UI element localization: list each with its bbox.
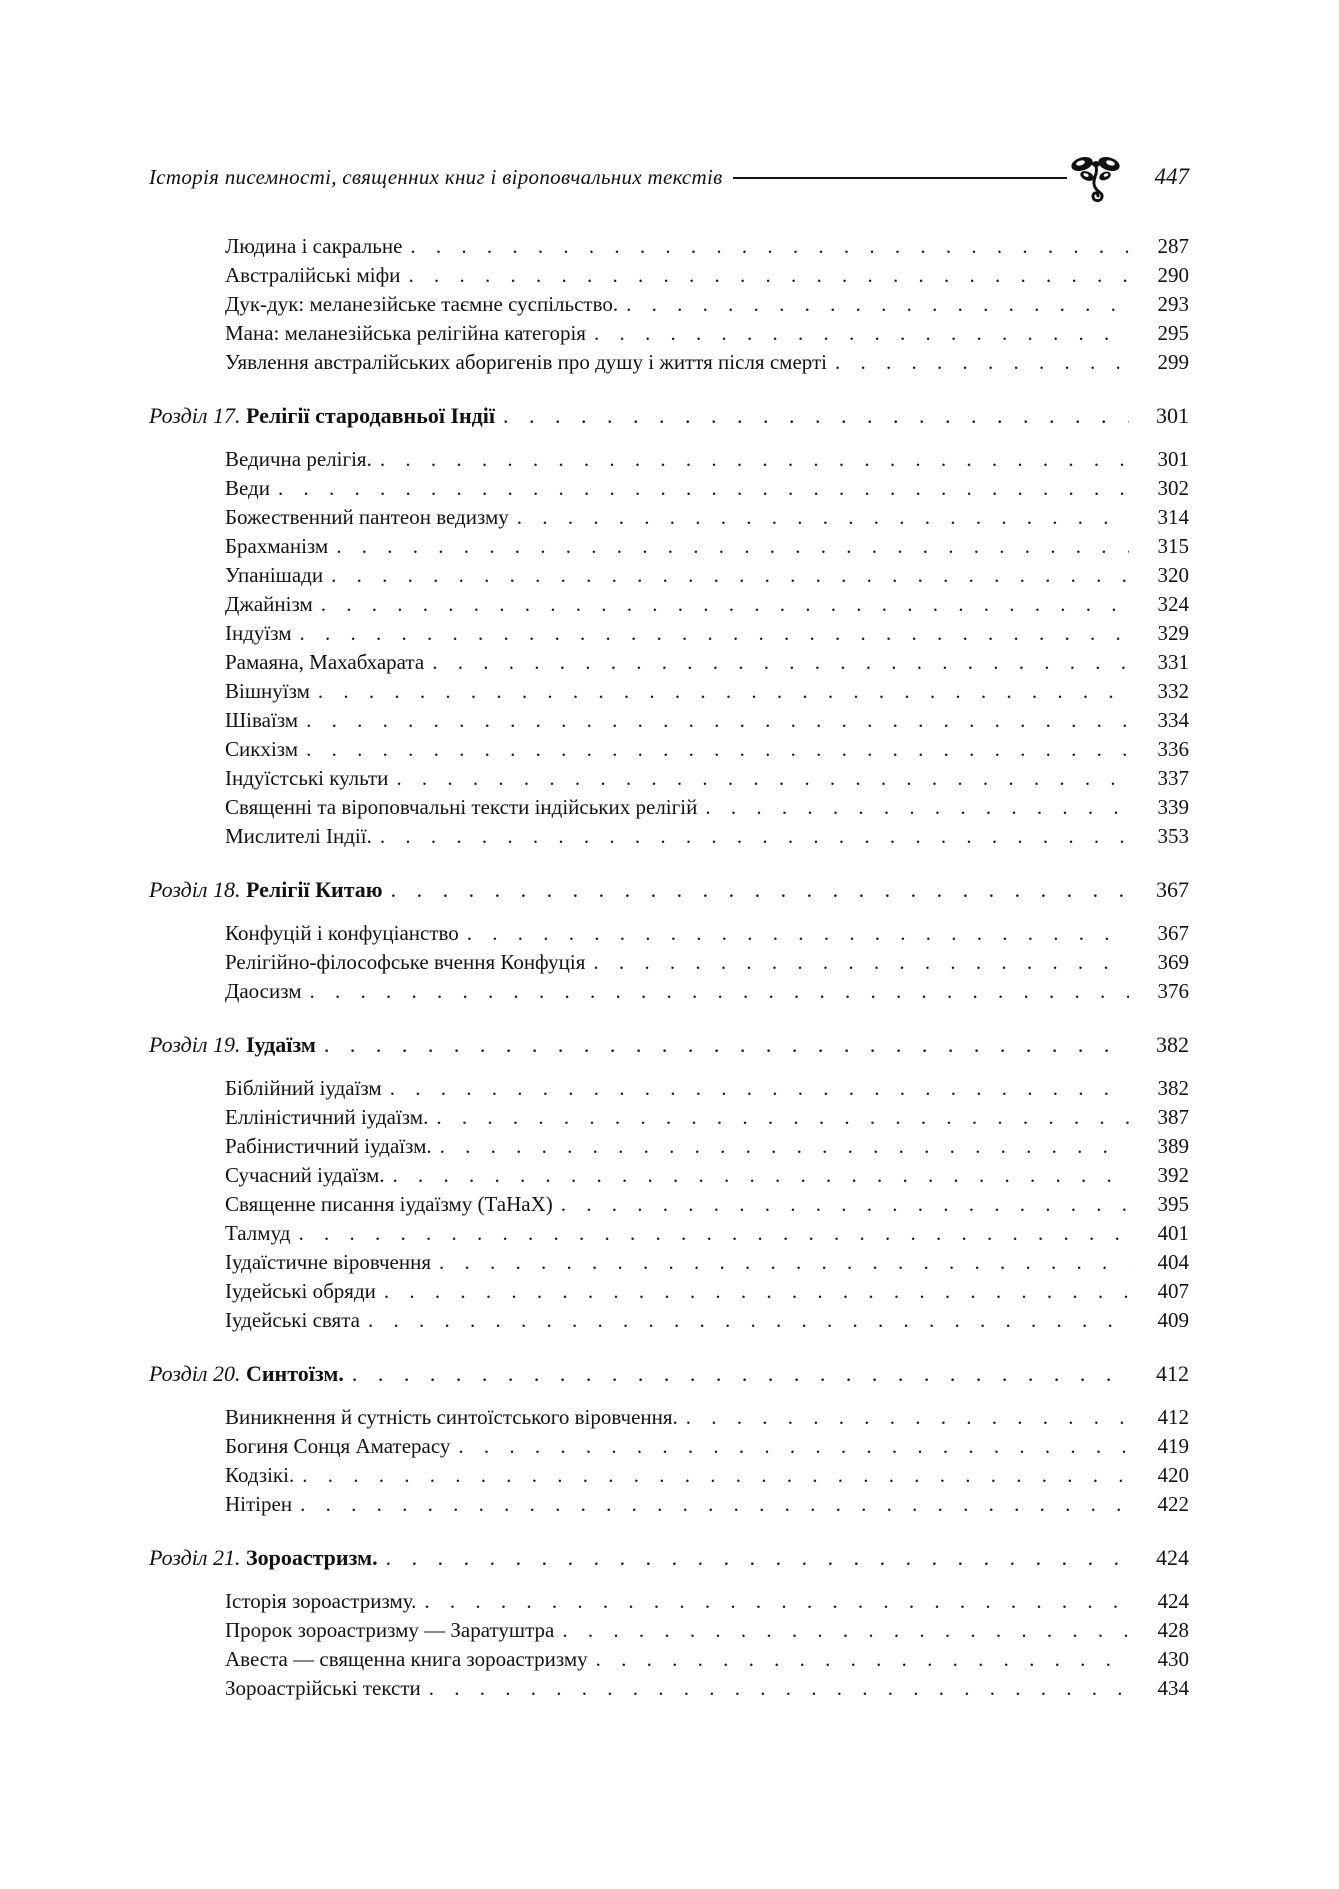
entry-title: Упанішади bbox=[225, 563, 324, 587]
fleuron-ornament-icon bbox=[1069, 154, 1123, 206]
dot-leader bbox=[306, 706, 1129, 735]
entry-page-number: 389 bbox=[1157, 1134, 1189, 1158]
entry-page-number: 320 bbox=[1157, 563, 1189, 587]
dot-leader bbox=[440, 1132, 1129, 1161]
toc-section bbox=[149, 875, 1189, 1006]
entry-page-number: 290 bbox=[1157, 263, 1189, 287]
dot-leader bbox=[300, 1490, 1129, 1519]
dot-leader bbox=[410, 232, 1129, 261]
entry-page-number: 332 bbox=[1157, 679, 1189, 703]
dot-leader bbox=[594, 319, 1129, 348]
entry-title: Веди bbox=[225, 476, 270, 500]
toc-section-heading bbox=[149, 1030, 1189, 1060]
entry-page-number: 409 bbox=[1157, 1308, 1189, 1332]
toc-entry bbox=[149, 1074, 1189, 1103]
dot-leader bbox=[562, 1616, 1129, 1645]
dot-leader bbox=[396, 764, 1129, 793]
toc-entry bbox=[149, 1219, 1189, 1248]
toc-entry bbox=[149, 319, 1189, 348]
section-heading-label bbox=[149, 1543, 378, 1573]
toc-entry bbox=[149, 677, 1189, 706]
toc-section-heading bbox=[149, 401, 1189, 431]
entry-title: Елліністичний іудаїзм. bbox=[225, 1105, 429, 1129]
entry-title: Біблійний іудаїзм bbox=[225, 1076, 382, 1100]
toc-entry bbox=[149, 1103, 1189, 1132]
dot-leader bbox=[306, 735, 1129, 764]
toc-entry bbox=[149, 1277, 1189, 1306]
dot-leader bbox=[686, 1403, 1129, 1432]
section-heading-label bbox=[149, 1030, 316, 1060]
dot-leader bbox=[393, 1161, 1129, 1190]
toc-section-heading bbox=[149, 875, 1189, 905]
dot-leader bbox=[436, 1103, 1129, 1132]
dot-leader bbox=[439, 1248, 1129, 1277]
entry-page-number: 324 bbox=[1157, 592, 1189, 616]
section-page-number: 412 bbox=[1156, 1361, 1189, 1386]
dot-leader bbox=[300, 619, 1129, 648]
entry-page-number: 329 bbox=[1157, 621, 1189, 645]
section-number: Розділ 20. bbox=[149, 1361, 241, 1386]
entry-page-number: 376 bbox=[1157, 979, 1189, 1003]
dot-leader bbox=[310, 977, 1129, 1006]
dot-leader bbox=[429, 1674, 1129, 1703]
toc-entry bbox=[149, 290, 1189, 319]
toc-entry bbox=[149, 1461, 1189, 1490]
entry-title: Індуїстські культи bbox=[225, 766, 389, 790]
toc-entry bbox=[149, 348, 1189, 377]
toc-entry bbox=[149, 232, 1189, 261]
dot-leader bbox=[517, 503, 1129, 532]
entry-page-number: 331 bbox=[1157, 650, 1189, 674]
dot-leader bbox=[596, 1645, 1129, 1674]
dot-leader bbox=[391, 875, 1129, 905]
toc-entry bbox=[149, 822, 1189, 851]
entry-title: Нітірен bbox=[225, 1492, 293, 1516]
entry-title: Кодзікі. bbox=[225, 1463, 295, 1487]
entry-page-number: 337 bbox=[1157, 766, 1189, 790]
section-number: Розділ 18. bbox=[149, 877, 241, 902]
dot-leader bbox=[424, 1587, 1129, 1616]
dot-leader bbox=[384, 1277, 1129, 1306]
toc-section bbox=[149, 1543, 1189, 1703]
dot-leader bbox=[561, 1190, 1129, 1219]
section-page-number: 367 bbox=[1156, 877, 1189, 902]
entry-page-number: 299 bbox=[1157, 350, 1189, 374]
page-header bbox=[149, 160, 1189, 194]
entry-title: Іудейські обряди bbox=[225, 1279, 376, 1303]
entry-title: Талмуд bbox=[225, 1221, 291, 1245]
section-title: Релігії Китаю bbox=[245, 877, 383, 902]
toc-entry bbox=[149, 793, 1189, 822]
entry-title: Мислителі Індії. bbox=[225, 824, 372, 848]
dot-leader bbox=[298, 1219, 1129, 1248]
toc-section bbox=[149, 1359, 1189, 1519]
entry-page-number: 422 bbox=[1157, 1492, 1189, 1516]
toc-section-heading bbox=[149, 1543, 1189, 1573]
entry-page-number: 302 bbox=[1157, 476, 1189, 500]
toc-entry bbox=[149, 735, 1189, 764]
entry-title: Ведична релігія. bbox=[225, 447, 372, 471]
entry-title: Вішнуїзм bbox=[225, 679, 310, 703]
entry-title: Мана: меланезійська релігійна категорія bbox=[225, 321, 586, 345]
entry-page-number: 339 bbox=[1157, 795, 1189, 819]
entry-title: Богиня Сонця Аматерасу bbox=[225, 1434, 451, 1458]
toc-entry bbox=[149, 1432, 1189, 1461]
toc-section bbox=[149, 1030, 1189, 1335]
dot-leader bbox=[278, 474, 1129, 503]
entry-page-number: 367 bbox=[1157, 921, 1189, 945]
toc-entry bbox=[149, 706, 1189, 735]
dot-leader bbox=[380, 822, 1129, 851]
entry-page-number: 424 bbox=[1157, 1589, 1189, 1613]
section-title: Іудаїзм bbox=[245, 1032, 316, 1057]
entry-title: Даосизм bbox=[225, 979, 302, 1003]
header-rule bbox=[733, 177, 1067, 179]
toc-entry bbox=[149, 474, 1189, 503]
toc-section-heading bbox=[149, 1359, 1189, 1389]
toc-entry bbox=[149, 1645, 1189, 1674]
section-heading-label bbox=[149, 875, 383, 905]
toc-entry bbox=[149, 261, 1189, 290]
dot-leader bbox=[835, 348, 1129, 377]
entry-page-number: 353 bbox=[1157, 824, 1189, 848]
toc-entry bbox=[149, 764, 1189, 793]
entry-page-number: 412 bbox=[1157, 1405, 1189, 1429]
entry-title: Людина і сакральне bbox=[225, 234, 403, 258]
toc-section bbox=[149, 401, 1189, 851]
entry-title: Дук-дук: меланезійське таємне суспільство. bbox=[225, 292, 619, 316]
dot-leader bbox=[390, 1074, 1129, 1103]
entry-page-number: 387 bbox=[1157, 1105, 1189, 1129]
dot-leader bbox=[503, 401, 1129, 431]
dot-leader bbox=[352, 1359, 1129, 1389]
toc-entry bbox=[149, 1190, 1189, 1219]
table-of-contents bbox=[149, 232, 1189, 1703]
entry-title: Пророк зороастризму — Заратуштра bbox=[225, 1618, 555, 1642]
entry-title: Зороастрійські тексти bbox=[225, 1676, 421, 1700]
entry-title: Рамаяна, Махабхарата bbox=[225, 650, 425, 674]
toc-entry bbox=[149, 1132, 1189, 1161]
entry-page-number: 336 bbox=[1157, 737, 1189, 761]
entry-page-number: 315 bbox=[1157, 534, 1189, 558]
section-title: Релігії стародавньої Індії bbox=[245, 403, 496, 428]
toc-section bbox=[149, 232, 1189, 377]
section-heading-label bbox=[149, 1359, 344, 1389]
entry-title: Священне писання іудаїзму (ТаНаХ) bbox=[225, 1192, 553, 1216]
section-page-number: 301 bbox=[1156, 403, 1189, 428]
entry-page-number: 287 bbox=[1157, 234, 1189, 258]
entry-page-number: 395 bbox=[1157, 1192, 1189, 1216]
toc-entry bbox=[149, 1306, 1189, 1335]
entry-page-number: 293 bbox=[1157, 292, 1189, 316]
section-page-number: 424 bbox=[1156, 1545, 1189, 1570]
dot-leader bbox=[318, 677, 1129, 706]
entry-title: Індуїзм bbox=[225, 621, 292, 645]
entry-page-number: 314 bbox=[1157, 505, 1189, 529]
section-title: Синтоїзм. bbox=[245, 1361, 344, 1386]
entry-title: Джайнізм bbox=[225, 592, 313, 616]
entry-title: Сикхізм bbox=[225, 737, 299, 761]
dot-leader bbox=[302, 1461, 1129, 1490]
entry-page-number: 420 bbox=[1157, 1463, 1189, 1487]
entry-page-number: 295 bbox=[1157, 321, 1189, 345]
entry-page-number: 428 bbox=[1157, 1618, 1189, 1642]
toc-entry bbox=[149, 1674, 1189, 1703]
toc-entry bbox=[149, 503, 1189, 532]
entry-title: Іудаїстичне віровчення bbox=[225, 1250, 432, 1274]
section-page-number: 382 bbox=[1156, 1032, 1189, 1057]
entry-page-number: 430 bbox=[1157, 1647, 1189, 1671]
entry-page-number: 404 bbox=[1157, 1250, 1189, 1274]
entry-title: Рабінистичний іудаїзм. bbox=[225, 1134, 432, 1158]
entry-title: Виникнення й сутність синтоїстського віровчення. bbox=[225, 1405, 678, 1429]
entry-page-number: 392 bbox=[1157, 1163, 1189, 1187]
toc-entry bbox=[149, 919, 1189, 948]
toc-entry bbox=[149, 977, 1189, 1006]
entry-title: Історія зороастризму. bbox=[225, 1589, 417, 1613]
toc-entry bbox=[149, 648, 1189, 677]
entry-title: Священні та віроповчальні тексти індійських релігій bbox=[225, 795, 698, 819]
toc-entry bbox=[149, 1403, 1189, 1432]
dot-leader bbox=[705, 793, 1129, 822]
entry-title: Шіваїзм bbox=[225, 708, 299, 732]
dot-leader bbox=[408, 261, 1129, 290]
entry-page-number: 334 bbox=[1157, 708, 1189, 732]
dot-leader bbox=[331, 561, 1129, 590]
page-number: 447 bbox=[1154, 164, 1189, 189]
dot-leader bbox=[321, 590, 1129, 619]
toc-entry bbox=[149, 1490, 1189, 1519]
entry-title: Брахманізм bbox=[225, 534, 329, 558]
toc-entry bbox=[149, 532, 1189, 561]
toc-entry bbox=[149, 561, 1189, 590]
section-number: Розділ 19. bbox=[149, 1032, 241, 1057]
entry-title: Конфуцій і конфуціанство bbox=[225, 921, 459, 945]
toc-entry bbox=[149, 1248, 1189, 1277]
entry-page-number: 407 bbox=[1157, 1279, 1189, 1303]
entry-page-number: 382 bbox=[1157, 1076, 1189, 1100]
entry-title: Іудейські свята bbox=[225, 1308, 360, 1332]
entry-title: Уявлення австралійських аборигенів про душу і життя після смерті bbox=[225, 350, 827, 374]
toc-entry bbox=[149, 948, 1189, 977]
entry-title: Австралійські міфи bbox=[225, 263, 401, 287]
dot-leader bbox=[626, 290, 1129, 319]
entry-page-number: 401 bbox=[1157, 1221, 1189, 1245]
entry-page-number: 301 bbox=[1157, 447, 1189, 471]
dot-leader bbox=[432, 648, 1129, 677]
toc-entry bbox=[149, 590, 1189, 619]
entry-page-number: 434 bbox=[1157, 1676, 1189, 1700]
running-title: Історія писемності, священних книг і віроповчальних текстів bbox=[149, 164, 723, 189]
entry-title: Релігійно-філософське вчення Конфуція bbox=[225, 950, 586, 974]
section-number: Розділ 21. bbox=[149, 1545, 241, 1570]
toc-entry bbox=[149, 1161, 1189, 1190]
toc-entry bbox=[149, 445, 1189, 474]
toc-entry bbox=[149, 1616, 1189, 1645]
section-title: Зороастризм. bbox=[245, 1545, 378, 1570]
toc-entry bbox=[149, 619, 1189, 648]
dot-leader bbox=[386, 1543, 1129, 1573]
section-heading-label bbox=[149, 401, 495, 431]
dot-leader bbox=[593, 948, 1129, 977]
toc-entry bbox=[149, 1587, 1189, 1616]
dot-leader bbox=[380, 445, 1129, 474]
dot-leader bbox=[467, 919, 1129, 948]
section-number: Розділ 17. bbox=[149, 403, 241, 428]
dot-leader bbox=[336, 532, 1129, 561]
entry-title: Авеста — священна книга зороастризму bbox=[225, 1647, 588, 1671]
entry-title: Божественний пантеон ведизму bbox=[225, 505, 509, 529]
entry-page-number: 419 bbox=[1157, 1434, 1189, 1458]
entry-page-number: 369 bbox=[1157, 950, 1189, 974]
entry-title: Сучасний іудаїзм. bbox=[225, 1163, 385, 1187]
dot-leader bbox=[458, 1432, 1129, 1461]
dot-leader bbox=[324, 1030, 1129, 1060]
dot-leader bbox=[368, 1306, 1129, 1335]
